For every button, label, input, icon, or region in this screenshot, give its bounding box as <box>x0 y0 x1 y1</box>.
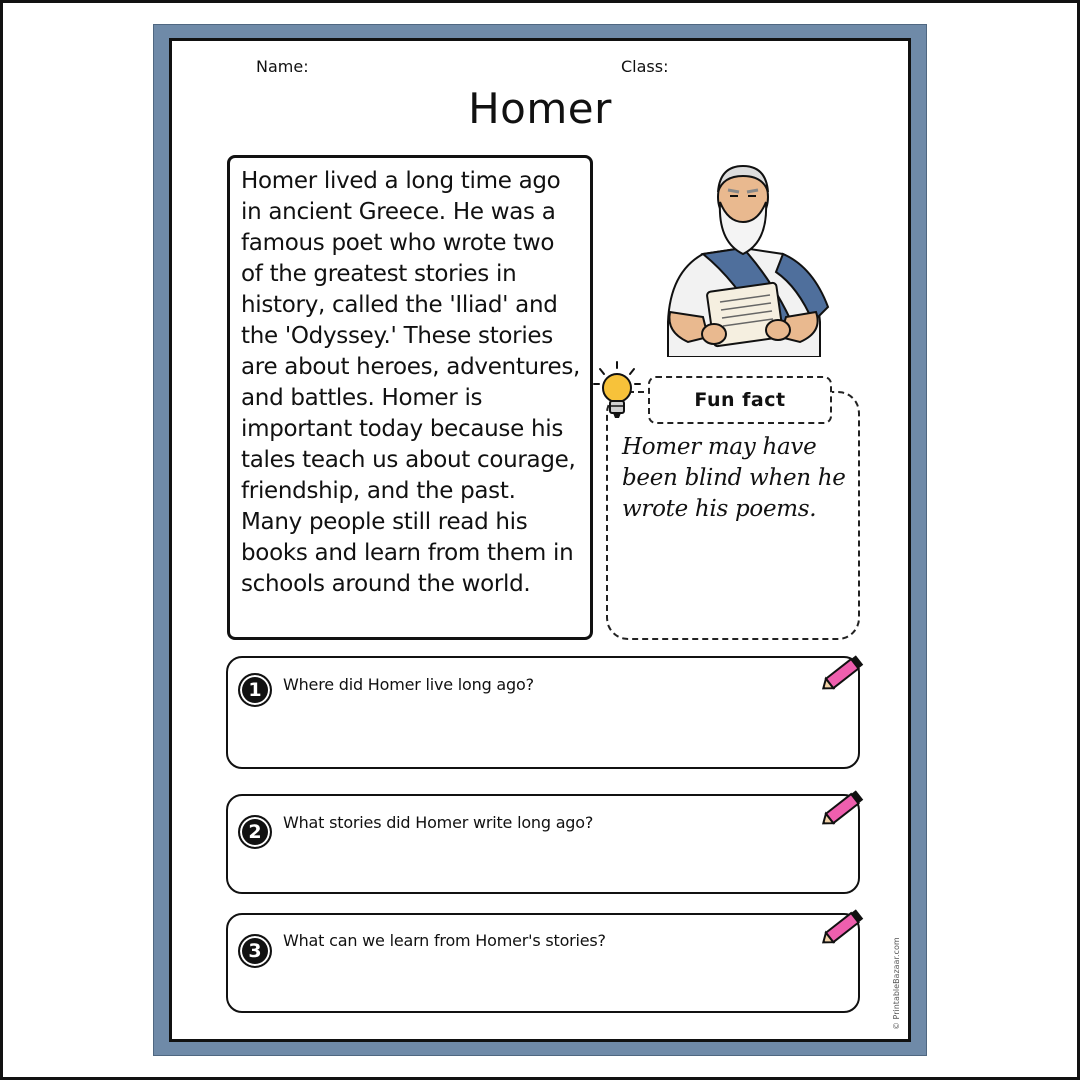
question-box-2[interactable] <box>226 794 860 894</box>
question-number-1: 1 <box>238 673 272 707</box>
fun-fact-text: Homer may have been blind when he wrote his poems. <box>622 434 846 522</box>
copyright-credit: © PrintableBazaar.com <box>892 937 901 1030</box>
pencil-icon <box>818 650 868 696</box>
question-text-1: Where did Homer live long ago? <box>283 675 534 694</box>
pencil-icon <box>818 904 868 950</box>
question-number-3: 3 <box>238 934 272 968</box>
lightbulb-icon <box>592 360 642 422</box>
question-box-1[interactable] <box>226 656 860 769</box>
question-text-2: What stories did Homer write long ago? <box>283 813 594 832</box>
question-box-3[interactable] <box>226 913 860 1013</box>
homer-illustration <box>648 162 838 357</box>
name-label: Name: <box>256 57 309 76</box>
question-text-3: What can we learn from Homer's stories? <box>283 931 606 950</box>
reading-passage <box>227 155 593 640</box>
page-title: Homer <box>468 84 612 133</box>
pencil-icon <box>818 785 868 831</box>
passage-text: Homer lived a long time ago in ancient Greece. He was a famous poet who wrote two of the greatest stories in history, called the 'Iliad' and the 'Odyssey.' These stories are about heroes, adventures, and battles. Homer is important today because his tales teach us about courage, friendship, and the past. Many people still read his books and learn from them in schools around the world. <box>241 168 581 597</box>
fun-fact-label: Fun fact <box>648 376 832 424</box>
class-label: Class: <box>621 57 669 76</box>
question-number-2: 2 <box>238 815 272 849</box>
